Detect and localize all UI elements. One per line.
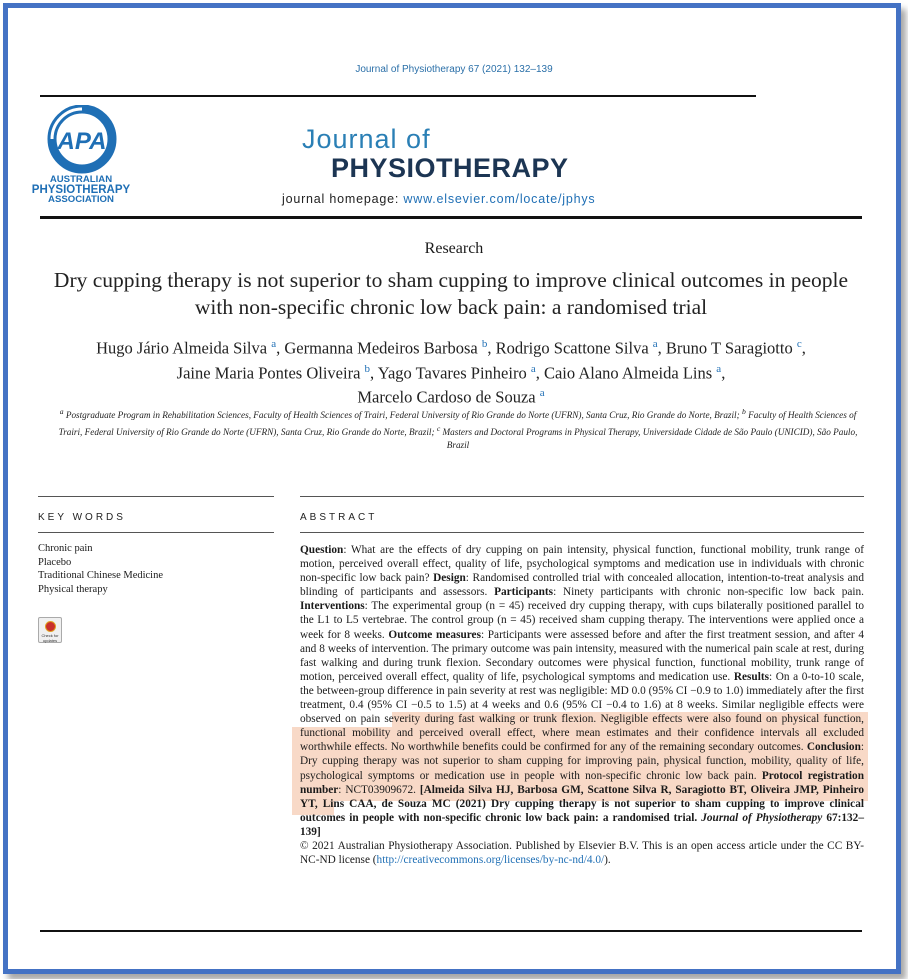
author[interactable]: Jaine Maria Pontes Oliveira xyxy=(176,363,361,382)
keywords-heading: KEY WORDS xyxy=(38,512,126,523)
conclusion-text: : Dry cupping therapy was not superior to sham cupping for improving pain, physical function, mobility, quality of life, psychological symptoms or medication use in people with non-specific chronic low back pain. xyxy=(300,741,864,782)
keyword-item[interactable]: Physical therapy xyxy=(38,583,108,595)
logo-line-1: AUSTRALIAN xyxy=(49,174,113,185)
journal-homepage xyxy=(282,192,595,206)
keywords-top-rule xyxy=(38,496,274,497)
participants-label: Participants xyxy=(494,586,554,599)
keywords-rule xyxy=(38,532,274,533)
outcome-text: : Participants were assessed before and after the first treatment session, and after 4 and 8 weeks of intervention. The primary outcome was pain intensity, measured with the numerical pain scale at rest, during fast walking and during trunk flexion. Secondary outcomes were physical function, functional mobility, trunk range of motion, perceived overall effect, quality of life, psychological symptoms and medication use. xyxy=(300,628,865,683)
results-label: Results xyxy=(733,670,769,683)
question-label: Question xyxy=(300,544,344,556)
registration-text: : NCT03909672. xyxy=(338,783,420,796)
affiliation-text: Postgraduate Program in Rehabilitation Sciences, Faculty of Health Sciences of Trairi, Federal University of Rio Grande do Norte (UFRN), Santa Cruz, Rio Grande do Norte, Brazil; xyxy=(65,410,740,421)
author-affiliation-mark[interactable]: a xyxy=(652,338,658,350)
author-list: Hugo Jário Almeida Silva $^a$, Germanna Medeiros Barbosa $^b$, Rodrigo Scattone Silva $^a$, Bruno T Saragiotto $^c$, Jaine Maria Pontes Oliveira $^b$, Yago Tavares Pinheiro $^a$, Caio Alano Almeida Lins $^a$, Marcelo Cardoso de Souza $^a$ xyxy=(96,338,806,407)
homepage-label: journal homepage: xyxy=(282,192,404,206)
logo-line-3: ASSOCIATION xyxy=(48,194,114,205)
results-text: : On a 0-to-10 scale, the between-group difference in pain severity at rest was negligible: MD 0.0 (95% CI −0.9 to 1.0) immediately after the first treatment, 0.4 (95% CI −0.5 to 1.5) at 4 weeks and 0.6 (95% CI −0.4 to 1.6) at 8 weeks. Similar negligible effects were observed on pain severity during fast walking or trunk flexion. Negligible effects were also found on physical function, functional mobility and perceived overall effect, where mean estimates and their confidence intervals all excluded worthwhile effects. No worthwhile benefits could be confirmed for any of the remaining secondary outcomes. xyxy=(300,670,865,754)
keyword-item[interactable]: Chronic pain xyxy=(38,543,93,554)
affiliations xyxy=(58,405,858,452)
outcome-label: Outcome measures xyxy=(388,628,481,641)
masthead-rule xyxy=(40,216,862,219)
author[interactable]: Hugo Jário Almeida Silva xyxy=(96,338,268,358)
journal-reference[interactable]: Journal of Physiotherapy 67 (2021) 132–139 xyxy=(355,64,553,75)
keyword-item[interactable]: Traditional Chinese Medicine xyxy=(38,570,164,582)
check-for-updates-button[interactable] xyxy=(38,617,62,643)
masthead-journal-of: Journal of xyxy=(302,124,431,154)
abstract-rule xyxy=(300,532,864,533)
design-label: Design xyxy=(433,572,466,585)
author[interactable]: Germanna Medeiros Barbosa xyxy=(284,338,478,358)
abstract-top-rule xyxy=(300,496,864,497)
check-for-updates-label: Check for updates xyxy=(41,633,59,643)
license-link[interactable]: http://creativecommons.org/licenses/by-nc-nd/4.0/ xyxy=(376,854,605,867)
author-affiliation-mark[interactable]: a xyxy=(716,362,722,375)
author-affiliation-mark[interactable]: a xyxy=(271,338,277,350)
author[interactable]: Marcelo Cardoso de Souza xyxy=(357,387,536,407)
interventions-label: Interventions xyxy=(300,600,365,613)
author[interactable]: Caio Alano Almeida Lins xyxy=(543,363,713,382)
affiliation-label: c xyxy=(436,424,441,434)
logo-line-2: PHYSIOTHERAPY xyxy=(31,184,131,196)
homepage-link[interactable]: www.elsevier.com/locate/jphys xyxy=(403,192,596,206)
author[interactable]: Bruno T Saragiotto xyxy=(665,338,793,358)
masthead-physiotherapy: PHYSIOTHERAPY xyxy=(331,153,569,183)
abstract-heading: ABSTRACT xyxy=(300,512,378,523)
citation-text: [Almeida Silva HJ, Barbosa GM, Scattone Silva R, Saragiotto BT, Oliveira JMP, Pinheiro YT, Lins CAA, de Souza MC (2021) Dry cupping therapy is not superior to sham cupping to improve clinical outcomes in people with non-specific chronic low back pain: a randomised trial. xyxy=(300,783,864,824)
author-affiliation-mark[interactable]: a xyxy=(539,387,545,399)
citation-journal: Journal of Physiotherapy xyxy=(701,811,823,824)
author[interactable]: Yago Tavares Pinheiro xyxy=(377,363,527,382)
bookmark-icon xyxy=(45,621,56,632)
author[interactable]: Rodrigo Scattone Silva xyxy=(495,338,649,358)
section-label: Research xyxy=(424,240,484,257)
participants-text: : Ninety participants with chronic non-specific low back pain. xyxy=(553,586,864,599)
question-text: : What are the effects of dry cupping on pain intensity, physical function, functional mobility, trunk range of motion, perceived overall effect, quality of life, psychological symptoms and medication use in individuals with chronic non-specific low back pain? xyxy=(300,544,864,585)
conclusion-label: Conclusion xyxy=(806,741,861,754)
interventions-text: : The experimental group (n = 45) received dry cupping therapy, with cups bilaterally positioned parallel to the L1 to L5 vertebrae. The control group (n = 45) received sham cupping therapy. The interventions were applied once a week for 8 weeks. xyxy=(300,600,864,641)
affiliation-label: b xyxy=(741,407,746,416)
affiliation-text: Faculty of Health Sciences of Trairi, Federal University of Rio Grande do Norte (UFRN), Santa Cruz, Rio Grande do Norte, Brazil; xyxy=(58,410,857,438)
footer-rule xyxy=(40,930,862,932)
article-title: Dry cupping therapy is not superior to sham cupping to improve clinical outcomes in people with non-specific chronic low back pain: a randomised trial xyxy=(53,268,849,319)
author-affiliation-mark[interactable]: b xyxy=(364,362,371,375)
affiliation-text: Masters and Doctoral Programs in Physical Therapy, Universidade Cidade de São Paulo (UNICID), São Paulo, Brazil xyxy=(442,427,858,451)
citation-end: 67:132–139] xyxy=(300,811,864,838)
copyright-end: ). xyxy=(604,854,611,867)
author-affiliation-mark[interactable]: a xyxy=(530,362,536,375)
author-affiliation-mark[interactable]: c xyxy=(796,338,802,350)
logo-wordmark xyxy=(26,175,136,205)
keyword-item[interactable]: Placebo xyxy=(38,556,72,568)
design-text: : Randomised controlled trial with concealed allocation, intention-to-treat analysis and blinding of participants and assessors. xyxy=(300,572,864,599)
copyright-text: © 2021 Australian Physiotherapy Association. Published by Elsevier B.V. This is an open access article under the CC BY-NC-ND license ( xyxy=(300,839,864,867)
affiliation-label: a xyxy=(59,407,64,416)
author-affiliation-mark[interactable]: b xyxy=(481,338,488,350)
abstract-body xyxy=(300,543,864,867)
logo-mark: APA xyxy=(57,128,107,155)
registration-label: Protocol registration number xyxy=(300,769,864,796)
keyword-list xyxy=(38,542,163,596)
header-rule xyxy=(40,95,756,97)
